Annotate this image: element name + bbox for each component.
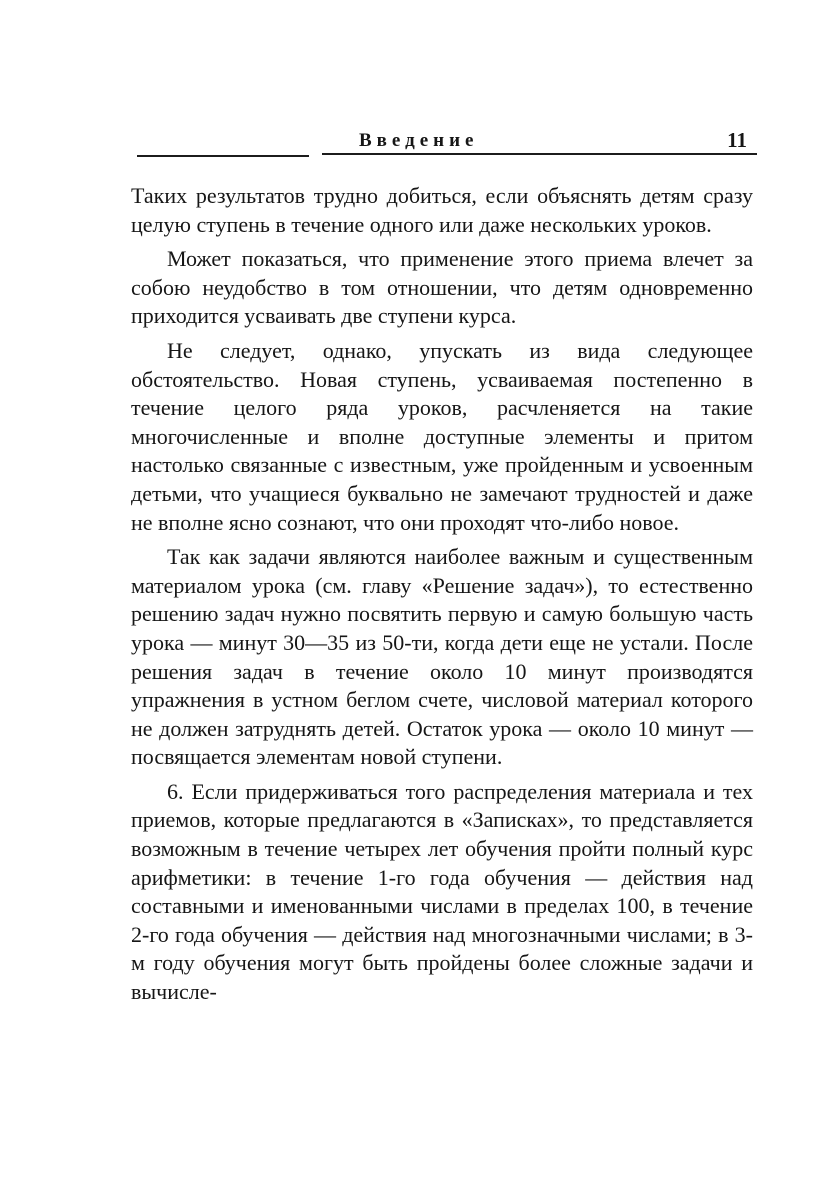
paragraph: Не следует, однако, упускать из вида следующее обстоятельство. Новая ступень, усваиваемая постепенно в течение целого ряда уроков, расчленяется на такие многочисленные и вполне доступные элементы и притом настолько связанные с известным, уже пройденным и усвоенным детьми, что учащиеся буквально не замечают трудностей и даже не вполне ясно сознают, что они проходят что-либо новое. xyxy=(131,337,753,535)
page-number: 11 xyxy=(727,128,747,152)
body-text xyxy=(131,182,753,1013)
paragraph: Может показаться, что применение этого приема влечет за собою неудобство в том отношении, что детям одновременно приходится усваивать две ступени курса. xyxy=(131,246,753,329)
paragraph: Так как задачи являются наиболее важным и существенным материалом урока (см. главу «Решение задач»), то естественно решению задач нужно посвятить первую и самую большую часть урока — минут 30—35 из 50-ти, когда дети еще не устали. После решения задач в течение около 10 минут производятся упражнения в устном беглом счете, числовой материал которого не должен затруднять детей. Остаток урока — около 10 минут — посвящается элементам новой ступени. xyxy=(131,544,753,770)
header-rule-right xyxy=(322,153,757,155)
chapter-title: Введение xyxy=(359,130,479,151)
running-header xyxy=(137,128,757,158)
paragraph-numbered-6: 6. Если придерживаться того распределения материала и тех приемов, которые предлагаются в «Записках», то представляется возможным в течение четырех лет обучения пройти полный курс арифметики: в течение 1-го года обучения — действия над составными и именованными числами в пределах 100, в течение 2-го года обучения — действия над многозначными числами; в 3-м году обучения могут быть пройдены более сложные задачи и вычисле- xyxy=(131,778,753,1005)
header-rule-left xyxy=(137,155,309,157)
paragraph-continuation: Таких результатов трудно добиться, если объяснять детям сразу целую ступень в течение одного или даже нескольких уроков. xyxy=(131,183,753,237)
